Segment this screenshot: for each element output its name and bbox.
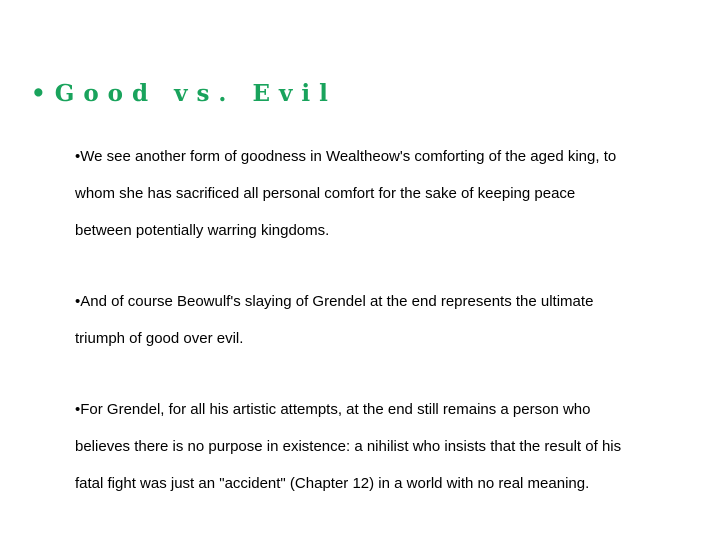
bullet-paragraph-wealtheow xyxy=(75,138,705,249)
paragraph-line: fatal fight was just an "accident" (Chapter 12) in a world with no real meaning. xyxy=(75,475,590,492)
paragraph-line: between potentially warring kingdoms. xyxy=(75,222,330,239)
bullet-paragraph-beowulf xyxy=(75,283,705,357)
paragraph-line: •We see another form of goodness in Wealtheow's comforting of the aged king, to xyxy=(75,148,617,165)
paragraph-line: •For Grendel, for all his artistic attempts, at the end still remains a person who xyxy=(75,401,591,418)
bullet-paragraph-grendel xyxy=(75,391,705,502)
slide-body xyxy=(75,138,705,536)
paragraph-line: triumph of good over evil. xyxy=(75,330,244,347)
paragraph-line: whom she has sacrificed all personal comfort for the sake of keeping peace xyxy=(75,185,576,202)
paragraph-line: •And of course Beowulf's slaying of Grendel at the end represents the ultimate xyxy=(75,293,594,310)
slide-heading: •Good vs. Evil xyxy=(31,80,337,107)
paragraph-line: believes there is no purpose in existence: a nihilist who insists that the result of his xyxy=(75,438,622,455)
